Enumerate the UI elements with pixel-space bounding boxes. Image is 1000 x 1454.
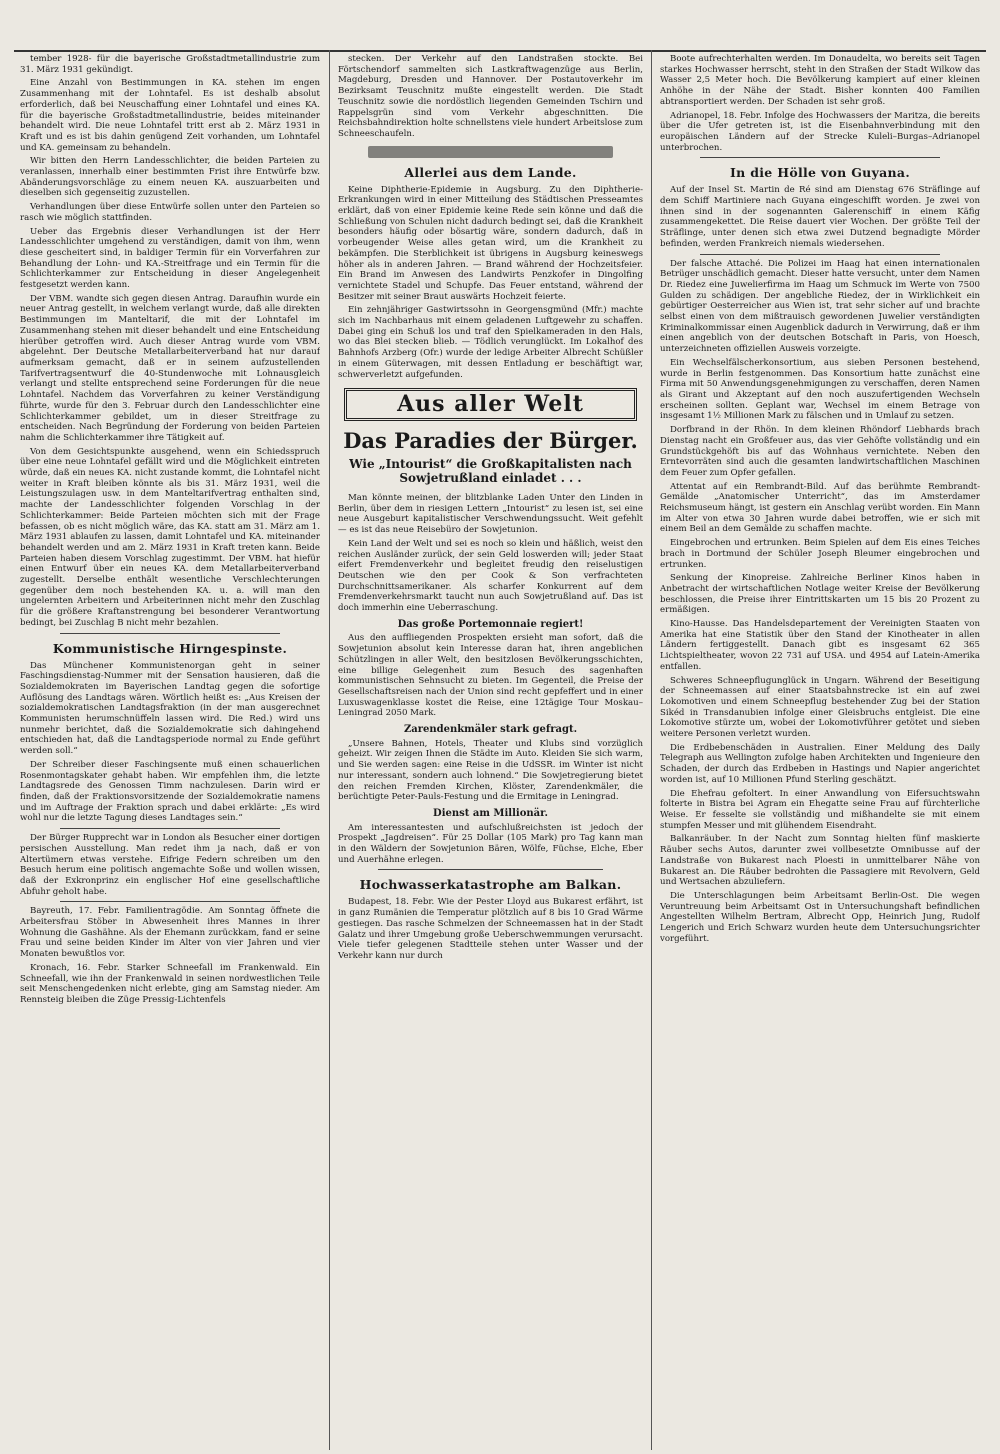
- paragraph: Aus den auffliegenden Prospekten ersieht man sofort, daß die Sowjetunion absolut kein Interesse daran hat, ihren angeblichen Schützlingen in aller Welt, den besitzlosen Bevölkerungsschichten, eine billige Gelegenheit zum Besuch des sagenhaften kommunistischen Sehnsucht zu bieten. Im Gegenteil, die Preise der Gesellschaftsreisen nach der Union sind recht gepfeffert und in einer Luxuswagenklasse kostet die Reise, eine 12tägige Tour Moskau–Leningrad 2050 Mark.: [338, 633, 643, 719]
- column-left: [20, 54, 320, 1452]
- paragraph: Ein zehnjähriger Gastwirtssohn in Georgensgmünd (Mfr.) machte sich im Nachbarhaus mit einem geladenen Luftgewehr zu schaffen. Dabei ging ein Schuß los und traf den Spielkameraden in den Hals, wo das Blei stecken blieb. — Tödlich verunglückt. Im Lokalhof des Bahnhofs Arzberg (Ofr.) wurde der ledige Arbeiter Albrecht Schüßler in einem Güterwagen, mit dessen Entladung er beschäftigt war, schwerverletzt aufgefunden.: [338, 305, 643, 380]
- section-rule: [60, 901, 280, 902]
- subsection-heading: Zarendenkmäler stark gefragt.: [403, 724, 578, 736]
- subheadline: Wie „Intourist“ die Großkapitalisten nach Sowjetrußland einladet . . .: [349, 456, 632, 485]
- paragraph: tember 1928- für die bayerische Großstadtmetallindustrie zum 31. März 1931 gekündigt.: [20, 54, 320, 75]
- paragraph: Ein Wechselfälscherkonsortium, aus sieben Personen bestehend, wurde in Berlin festgenommen. Das Konsortium hatte zunächst eine Firma mit 50 Anwendungsgenehmigungen zu verschaffen, deren Namen als Girant und Akzeptant auf den noch auszufertigenden Wechseln erscheinen sollten. Geplant war, Wechsel im einem Betrage von insgesamt 1½ Millionen Mark zu fälschen und in Umlauf zu setzen.: [660, 357, 980, 422]
- paragraph: Senkung der Kinopreise. Zahlreiche Berliner Kinos haben in Anbetracht der wirtschaftlichen Notlage weiter Kreise der Bevölkerung beschlossen, die Preise ihrer Eintrittskarten um 15 bis 20 Prozent zu ermäßigen.: [660, 573, 980, 616]
- section-rule: [700, 157, 940, 158]
- section-banner-aus-aller-welt: Aus aller Welt: [344, 388, 637, 421]
- paragraph: Boote aufrechterhalten werden. Im Donaudelta, wo bereits seit Tagen starkes Hochwasser herrscht, steht in den Straßen der Stadt Wilkow das Wasser 2,5 Meter hoch. Die Bevölkerung kampiert auf einer kleinen Anhöhe in der Nähe der Stadt. Bisher konnten 400 Familien abtransportiert werden. Der Schaden ist sehr groß.: [660, 54, 980, 107]
- paragraph: Bayreuth, 17. Febr. Familientragödie. Am Sonntag öffnete die Arbeitersfrau Stöber in Abwesenheit ihres Mannes in ihrer Wohnung die Gashähne. Als der Ehemann zurückkam, fand er seine Frau und seine beiden Kinder im Alter von vier Jahren und vier Monaten bewußtlos vor.: [20, 906, 320, 960]
- top-rule: [14, 50, 986, 52]
- headline-hoelle-von-guyana: In die Hölle von Guyana.: [730, 165, 910, 181]
- paragraph: Wir bitten den Herrn Landesschlichter, die beiden Parteien zu veranlassen, innerhalb einer bestimmten Frist ihre Entwürfe bzw. Abänderungsvorschläge zu einem neuen KA. auszuarbeiten und dieselben sich gegenseitig zuzustellen.: [20, 156, 320, 199]
- paragraph: Der Schreiber dieser Faschingsente muß einen schauerlichen Rosenmontagskater gehabt haben. Wir empfehlen ihm, die letzte Landtagsrede des Genossen Timm nachzulesen. Darin wird er finden, daß der Fraktionsvorsitzende der Sozialdemokratie namens und im Auftrage der Fraktion sprach und dabei erklärte: „Es wird wohl nur die letzte Tagung dieses Landtages sein.“: [20, 759, 320, 824]
- section-rule: [60, 828, 280, 829]
- paragraph: Der Bürger Rupprecht war in London als Besucher einer dortigen persischen Ausstellung. Man redet ihm ja nach, daß er von Altertümern etwas verstehe. Eifrige Federn schreiben um den Besuch herum eine politisch angemachte Soße und wollen wissen, daß der Exkronprinz ein englischer Hof eine gesellschaftliche Abfuhr geholt habe.: [20, 833, 320, 897]
- paragraph: Das Münchener Kommunistenorgan geht in seiner Faschingsdienstag-Nummer mit der Sensation hausieren, daß die Sozialdemokraten im Bayerischen Landtag gegen die sofortige Auflösung des Landtags wären. Wörtlich heißt es: „Aus Kreisen der sozialdemokratischen Landtagsfraktion (in der man ausgerechnet Kommunisten herumschnüffeln lassen wird. Die Red.) wird uns nunmehr berichtet, daß die Sozialdemokratie sich dahingehend entschieden hat, daß die Landtagsperiode normal zu Ende geführt werden soll.“: [20, 660, 320, 757]
- paragraph: Der falsche Attaché. Die Polizei im Haag hat einen internationalen Betrüger unschädlich gemacht. Dieser hatte versucht, unter dem Namen Dr. Riedez eine Juwelierfirma im Haag um Schmuck im Werte von 7500 Gulden zu schädigen. Der angebliche Riedez, der in Wirklichkeit ein gebürtiger Oesterreicher aus Wien ist, trat sehr sicher auf und brachte selbst einen von dem mißtrauisch gewordenen Juwelier verständigten Kriminalkommissar einen Augenblick dadurch in Verwirrung, daß er ihm einen angeblich von der deutschen Botschaft in Paris, von Hoesch, unterzeichneten offiziellen Ausweis vorzeigte.: [660, 258, 980, 355]
- section-rule: [700, 254, 940, 255]
- paragraph: Balkanräuber. In der Nacht zum Sonntag hielten fünf maskierte Räuber sechs Autos, darunter zwei vollbesetzte Omnibusse auf der Landstraße von Bukarest nach Ploesti in unmittelbarer Nähe von Bukarest an. Die Räuber bedrohten die Passagiere mit Revolvern, Geld und Wertsachen abzuliefern.: [660, 834, 980, 888]
- section-rule: [378, 869, 603, 870]
- column-middle: [338, 54, 643, 1452]
- headline-paradies-der-buerger: Das Paradies der Bürger.: [343, 427, 638, 453]
- paragraph: Ueber das Ergebnis dieser Verhandlungen ist der Herr Landesschlichter umgehend zu verständigen, damit von ihm, wenn diese gescheitert sind, in baldiger Termin für ein Vorverfahren zur Behandlung der Lohn- und KA.-Streitfrage und ein Termin für die Schlichterkammer zur Entscheidung in dieser Angelegenheit festgesetzt werden kann.: [20, 226, 320, 291]
- headline-kommunistische-hirngespinste: Kommunistische Hirngespinste.: [52, 640, 288, 656]
- column-divider: [329, 50, 330, 1450]
- paragraph: Verhandlungen über diese Entwürfe sollen unter den Parteien so rasch wie möglich stattfinden.: [20, 202, 320, 223]
- paragraph: Von dem Gesichtspunkte ausgehend, wenn ein Schiedsspruch über eine neue Lohntafel gefällt wird und die Möglichkeit eintreten würde, daß ein neues KA. nicht zustande kommt, die Lohntafel nicht weiter in Kraft bleiben könnte als bis 31. März 1931, weil die Leistungszulagen usw. in dem Manteltarifvertrag enthalten sind, machte der Landesschlichter folgenden Vorschlag in der Schlichterkammer: Beide Parteien möchten sich mit der Frage befassen, ob es nicht möglich wäre, das KA. statt am 31. März am 1. März 1931 ablaufen zu lassen, damit Lohntafel und KA. miteinander behandelt werden und am 2. März 1931 in Kraft treten kann. Beide Parteien haben diesem Vorschlag zugestimmt. Der VBM. hat hiefür einen Entwurf über ein neues KA. dem Metallarbeiterverband zugestellt. Derselbe enthält wesentliche Verschlechterungen gegenüber dem noch bestehenden KA. u. a. will man den ungelernten Arbeitern und Arbeiterinnen nicht mehr den Zuschlag für die größere Kraftanstrengung bei besonderer Verantwortung bedingt, bei Zuschlag B nicht mehr bezahlen.: [20, 446, 320, 628]
- paragraph: Dorfbrand in der Rhön. In dem kleinen Rhöndorf Liebhards brach Dienstag nacht ein Großfeuer aus, das vier Gehöfte vollständig und ein Grundstückgehöft bis auf das Wohnhaus vernichtete. Neben den Erntevorräten sind auch die gesamten landwirtschaftlichen Maschinen dem Feuer zum Opfer gefallen.: [660, 425, 980, 478]
- paragraph: stecken. Der Verkehr auf den Landstraßen stockte. Bei Förtschendorf sammelten sich Lastkraftwagenzüge aus Berlin, Magdeburg, Dresden und Hannover. Der Postautoverkehr im Bezirksamt Teuschnitz mußte eingestellt werden. Die Stadt Teuschnitz sowie die nordöstlich liegenden Gemeinden Tschirn und Rappelsgrün sind vom Verkehr abgeschnitten. Die Reichsbahndirektion holte schnellstens viele hundert Arbeitslose zum Schneeschaufeln.: [338, 54, 643, 139]
- paragraph: Schweres Schneepflugunglück in Ungarn. Während der Beseitigung der Schneemassen auf einer Staatsbahnstrecke ist ein auf zwei Lokomotiven und einem Schneepflug bestehender Zug bei der Station Sikéd in Transdanubien infolge einer Gleisbruchs entgleist. Die eine Lokomotive stürzte um, wobei der Lokomotivführer getötet und sieben weitere Personen verletzt wurden.: [660, 675, 980, 740]
- paragraph: Attentat auf ein Rembrandt-Bild. Auf das berühmte Rembrandt-Gemälde „Anatomischer Unterricht“, das im Amsterdamer Reichsmuseum hängt, ist gestern ein Anschlag verübt worden. Ein Mann im Alter von etwa 30 Jahren wurde dabei betroffen, wie er sich mit einem Beil an dem Gemälde zu schaffen machte.: [660, 481, 980, 535]
- smudged-heading: [368, 146, 613, 158]
- subsection-heading: Dienst am Millionär.: [433, 807, 548, 819]
- paragraph: Kino-Hausse. Das Handelsdepartement der Vereinigten Staaten von Amerika hat eine Statistik über den Stand der Kinotheater in allen Ländern fertiggestellt. Danach gibt es insgesamt 62 365 Lichtspieltheater, wovon 22 731 auf USA. und 4954 auf Latein-Amerika entfallen.: [660, 619, 980, 672]
- paragraph: Budapest, 18. Febr. Wie der Pester Lloyd aus Bukarest erfährt, ist in ganz Rumänien die Temperatur plötzlich auf 8 bis 10 Grad Wärme gestiegen. Das rasche Schmelzen der Schneemassen hat in der Stadt Galatz und ihrer Umgebung große Ueberschwemmungen verursacht. Viele tiefer gelegenen Stadtteile stehen unter Wasser und der Verkehr kann nur durch: [338, 897, 643, 961]
- column-right: [660, 54, 980, 1452]
- paragraph: Eingebrochen und ertrunken. Beim Spielen auf dem Eis eines Teiches brach in Dortmund der Schüler Joseph Bleumer eingebrochen und ertrunken.: [660, 538, 980, 570]
- paragraph: Man könnte meinen, der blitzblanke Laden Unter den Linden in Berlin, über dem in riesigen Lettern „Intourist“ zu lesen ist, sei eine neue Ausgeburt kapitalistischer Verschwendungssucht. Weit gefehlt — es ist das neue Reisebüro der Sowjetunion.: [338, 492, 643, 536]
- paragraph: Am interessantesten und aufschlußreichsten ist jedoch der Prospekt „Jagdreisen“. Für 25 Dollar (105 Mark) pro Tag kann man in den Wäldern der Sowjetunion Bären, Wölfe, Füchse, Elche, Eber und Auerhähne erlegen.: [338, 822, 643, 865]
- column-divider: [651, 50, 652, 1450]
- paragraph: Der VBM. wandte sich gegen diesen Antrag. Daraufhin wurde ein neuer Antrag gestellt, in welchem verlangt wurde, daß alle direkten Bestimmungen im Manteltarif, die mit der Lohntafel im Zusammenhang stehen mit dieser behandelt und eine Entscheidung hierüber getroffen wird. Auch dieser Antrag wurde vom VBM. abgelehnt. Der Deutsche Metallarbeiterverband hat nur darauf aufmerksam gemacht, daß er in seinem aufzustellenden Tarifvertragsentwurf die 40-Stundenwoche mit Lohnausgleich verlangt und stellte entsprechend seine Forderungen für die neue Lohntafel. Nachdem das Vorverfahren zu keiner Verständigung führte, wurde für den 3. Februar durch den Landesschlichter eine Schlichterkammer gebildet, um in dieser Streitfrage zu entscheiden. Nach Begründung der Forderung von beiden Parteien nahm die Schlichterkammer ihre Tätigkeit auf.: [20, 293, 320, 443]
- paragraph: Eine Anzahl von Bestimmungen in KA. stehen im engen Zusammenhang mit der Lohntafel. Es ist deshalb absolut erforderlich, daß bei Neuschaffung einer Lohntafel und eines KA. für die bayerische Großstadtmetallindustrie, beides miteinander behandelt wird. Die neue Lohntafel tritt erst ab 2. März 1931 in Kraft und es ist bis dahin genügend Zeit vorhanden, um Lohntafel und KA. gemeinsam zu behandeln.: [20, 78, 320, 153]
- headline-hochwasserkatastrophe: Hochwasserkatastrophe am Balkan.: [359, 877, 622, 893]
- subsection-heading: Das große Portemonnaie regiert!: [397, 618, 584, 630]
- paragraph: Die Unterschlagungen beim Arbeitsamt Berlin-Ost. Die wegen Veruntreuung beim Arbeitsamt Ost in Untersuchungshaft befindlichen Angestellten Wilhelm Bertram, Albrecht Opp, Heinrich Jung, Rudolf Lengerich und Erich Schwarz wurden heute dem Untersuchungsrichter vorgeführt.: [660, 890, 980, 944]
- paragraph: Auf der Insel St. Martin de Ré sind am Dienstag 676 Sträflinge auf dem Schiff Martiniere nach Guyana eingeschifft worden. Je zwei von ihnen sind in der sogenannten Galerenschiff in einem Käfig zusammengekettet. Die Reise dauert vier Wochen. Der größte Teil der Sträflinge, unter denen sich etwa zwei Dutzend begnadigte Mörder befinden, werden Frankreich niemals wiedersehen.: [660, 185, 980, 249]
- section-rule: [60, 633, 280, 634]
- paragraph: Adrianopel, 18. Febr. Infolge des Hochwassers der Maritza, die bereits über die Ufer getreten ist, ist die Eisenbahnverbindung mit den europäischen Ländern auf der Strecke Kuleli–Burgas–Adrianopel unterbrochen.: [660, 110, 980, 153]
- paragraph: Die Erdbebenschäden in Australien. Einer Meldung des Daily Telegraph aus Wellington zufolge haben Architekten und Ingenieure den Schaden, der durch das Erdbeben in Hastings und Napier angerichtet worden ist, auf 10 Millionen Pfund Sterling geschätzt.: [660, 742, 980, 785]
- paragraph: Kein Land der Welt und sei es noch so klein und häßlich, weist den reichen Ausländer zurück, der sein Geld loswerden will; jeder Staat eifert Fremdenverkehr und begleitet freudig den reiselustigen Deutschen wie den per Cook & Son verfrachteten Durchschnittsamerikaner. Als scharfer Konkurrent auf dem Fremdenverkehrsmarkt taucht nun auch Sowjetrußland auf. Das ist doch immerhin eine Ueberraschung.: [338, 538, 643, 614]
- paragraph: Kronach, 16. Febr. Starker Schneefall im Frankenwald. Ein Schneefall, wie ihn der Frankenwald in seinen nordwestlichen Teile seit Menschengedenken nicht erlebte, ging am Samstag nieder. Am Rennsteig bleiben die Züge Pressig-Lichtenfels: [20, 962, 320, 1005]
- headline-allerlei-aus-dem-lande: Allerlei aus dem Lande.: [404, 164, 577, 180]
- paragraph: Keine Diphtherie-Epidemie in Augsburg. Zu den Diphtherie-Erkrankungen wird in einer Mitteilung des Städtischen Presseamtes erklärt, daß von einer Epidemie keine Rede sein könne und daß die Schließung von Schulen nicht dadurch bedingt sei, daß die Krankheit besonders häufig oder bösartig wäre, sondern dadurch, daß in vorbeugender Weise alles getan wird, um die Krankheit zu bekämpfen. Die Sterblichkeit ist übrigens in Augsburg keineswegs höher als in anderen Jahren. — Brand während der Hochzeitsfeier. Ein Brand im Anwesen des Landwirts Penzkofer in Dingolfing vernichtete Stadel und Schupfe. Das Feuer entstand, während der Besitzer mit seiner Braut auswärts Hochzeit feierte.: [338, 184, 643, 302]
- paragraph: „Unsere Bahnen, Hotels, Theater und Klubs sind vorzüglich geheizt. Wir zeigen Ihnen die Städte im Auto. Kleiden Sie sich warm, und Sie werden sagen: eine Reise in die UdSSR. im Winter ist nicht nur interessant, sondern auch lohnend.“ Die Sowjetregierung bietet den reichen Fremden Kirchen, Klöster, Zarendenkmäler, die berüchtigte Peter-Pauls-Festung und die Ermitage in Leningrad.: [338, 738, 643, 803]
- paragraph: Die Ehefrau gefoltert. In einer Anwandlung von Eifersuchtswahn folterte in Bistra bei Agram ein Ehegatte seine Frau auf fürchterliche Weise. Er fesselte sie vollständig und mißhandelte sie mit einem stumpfen Messer und mit glühendem Eisendraht.: [660, 788, 980, 831]
